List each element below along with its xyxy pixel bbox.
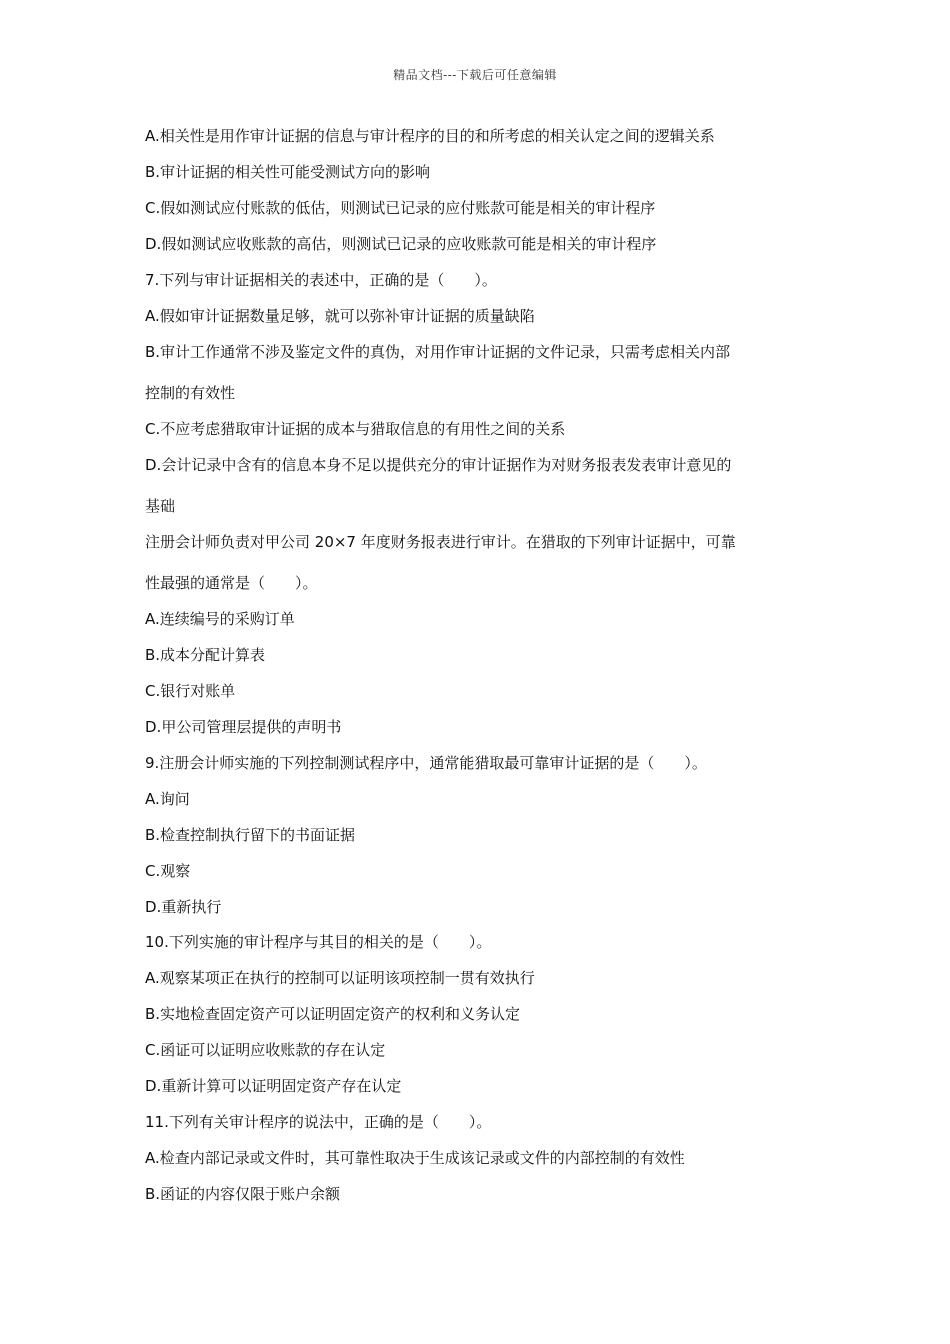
text-line: A.连续编号的采购订单 bbox=[145, 610, 295, 628]
text-line: C.假如测试应付账款的低估，则测试已记录的应付账款可能是相关的审计程序 bbox=[145, 199, 656, 217]
text-line: A.检查内部记录或文件时，其可靠性取决于生成该记录或文件的内部控制的有效性 bbox=[145, 1149, 685, 1167]
text-line: D.重新计算可以证明固定资产存在认定 bbox=[145, 1077, 402, 1095]
text-line: A.假如审计证据数量足够，就可以弥补审计证据的质量缺陷 bbox=[145, 307, 535, 325]
question-line: 注册会计师负责对甲公司 20×7 年度财务报表进行审计。在猎取的下列审计证据中，可靠 bbox=[145, 533, 736, 551]
text-line: C.函证可以证明应收账款的存在认定 bbox=[145, 1041, 386, 1059]
text-line: D.重新执行 bbox=[145, 898, 222, 916]
text-line: D.假如测试应收账款的高估，则测试已记录的应收账款可能是相关的审计程序 bbox=[145, 235, 657, 253]
question-line: 9.注册会计师实施的下列控制测试程序中，通常能猎取最可靠审计证据的是（ ）。 bbox=[145, 754, 707, 772]
text-line: B.实地检查固定资产可以证明固定资产的权利和义务认定 bbox=[145, 1005, 521, 1023]
text-line: A.观察某项正在执行的控制可以证明该项控制一贯有效执行 bbox=[145, 969, 535, 987]
text-line: A.询问 bbox=[145, 790, 190, 808]
question-line: 性最强的通常是（ ）。 bbox=[145, 574, 318, 592]
text-line: C.观察 bbox=[145, 862, 191, 880]
question-line: 7.下列与审计证据相关的表述中，正确的是（ ）。 bbox=[145, 271, 497, 289]
text-line: 基础 bbox=[145, 497, 176, 515]
text-line: B.函证的内容仅限于账户余额 bbox=[145, 1185, 341, 1203]
text-line: D.会计记录中含有的信息本身不足以提供充分的审计证据作为对财务报表发表审计意见的 bbox=[145, 456, 732, 474]
text-line: C.银行对账单 bbox=[145, 682, 236, 700]
text-line: B.审计证据的相关性可能受测试方向的影响 bbox=[145, 163, 431, 181]
text-line: D.甲公司管理层提供的声明书 bbox=[145, 718, 342, 736]
text-line: A.相关性是用作审计证据的信息与审计程序的目的和所考虑的相关认定之间的逻辑关系 bbox=[145, 127, 715, 145]
page-header: 精品文档---下载后可任意编辑 bbox=[393, 68, 557, 82]
text-line: 控制的有效性 bbox=[145, 384, 236, 402]
text-line: C.不应考虑猎取审计证据的成本与猎取信息的有用性之间的关系 bbox=[145, 420, 566, 438]
text-line: B.审计工作通常不涉及鉴定文件的真伪，对用作审计证据的文件记录，只需考虑相关内部 bbox=[145, 343, 731, 361]
text-line: B.检查控制执行留下的书面证据 bbox=[145, 826, 356, 844]
text-line: B.成本分配计算表 bbox=[145, 646, 266, 664]
question-line: 11.下列有关审计程序的说法中，正确的是（ ）。 bbox=[145, 1113, 492, 1131]
question-line: 10.下列实施的审计程序与其目的相关的是（ ）。 bbox=[145, 933, 492, 951]
